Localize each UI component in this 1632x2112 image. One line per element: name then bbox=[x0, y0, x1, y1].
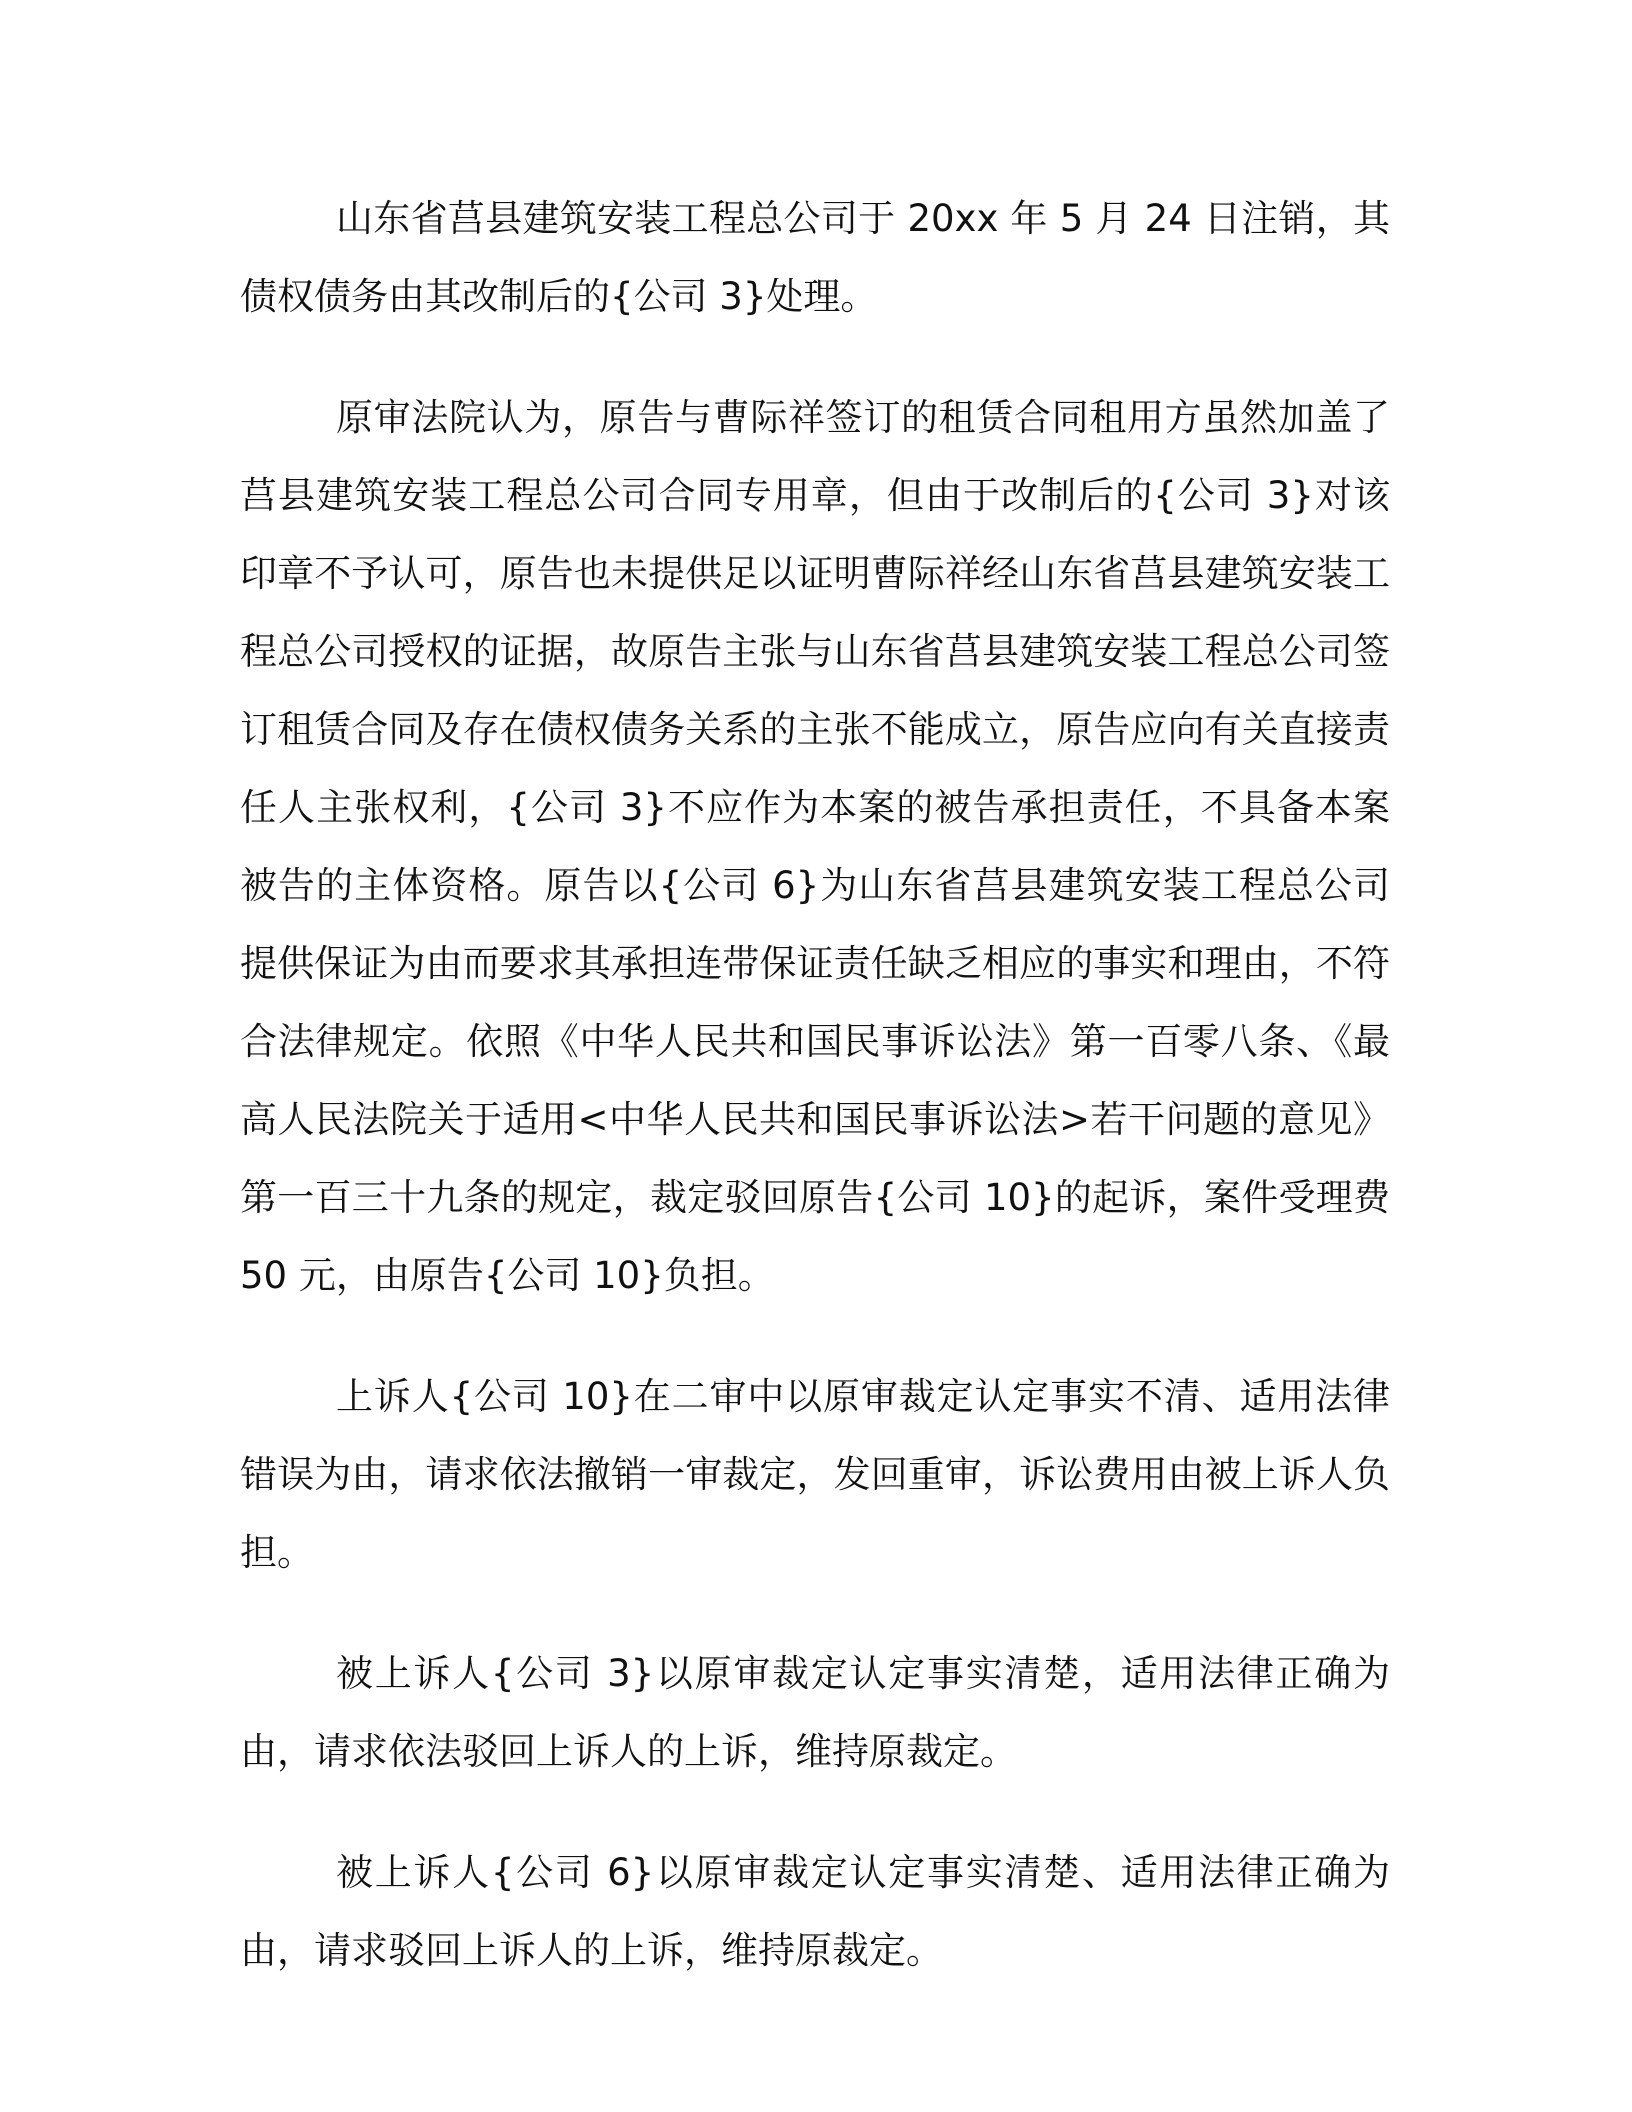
paragraph-appellant-claim: 上诉人{公司 10}在二审中以原审裁定认定事实不清、适用法律错误为由，请求依法撤销一审裁定，发回重审，诉讼费用由被上诉人负担。 bbox=[240, 1375, 1390, 1574]
paragraph-appellee-company3-response: 被上诉人{公司 3}以原审裁定认定事实清楚，适用法律正确为由，请求依法驳回上诉人的上诉，维持原裁定。 bbox=[240, 1652, 1390, 1773]
document-body bbox=[240, 180, 1390, 2033]
paragraph-original-court-opinion: 原审法院认为，原告与曹际祥签订的租赁合同租用方虽然加盖了莒县建筑安装工程总公司合同专用章，但由于改制后的{公司 3}对该印章不予认可，原告也未提供足以证明曹际祥经山东省莒县建筑安装工程总公司授权的证据，故原告主张与山东省莒县建筑安装工程总公司签订租赁合同及存在债权债务关系的主张不能成立，原告应向有关直接责任人主张权利，{公司 3}不应作为本案的被告承担责任，不具备本案被告的主体资格。原告以{公司 6}为山东省莒县建筑安装工程总公司提供保证为由而要求其承担连带保证责任缺乏相应的事实和理由，不符合法律规定。依照《中华人民共和国民事诉讼法》第一百零八条、《最高人民法院关于适用<中华人民共和国民事诉讼法>若干问题的意见》第一百三十九条的规定，裁定驳回原告{公司 10}的起诉，案件受理费 50 元，由原告{公司 10}负担。 bbox=[240, 396, 1390, 1297]
paragraph-company-deregistration: 山东省莒县建筑安装工程总公司于 20xx 年 5 月 24 日注销，其债权债务由其改制后的{公司 3}处理。 bbox=[240, 197, 1390, 318]
paragraph-appellee-company6-response: 被上诉人{公司 6}以原审裁定认定事实清楚、适用法律正确为由，请求驳回上诉人的上诉，维持原裁定。 bbox=[240, 1851, 1390, 1972]
